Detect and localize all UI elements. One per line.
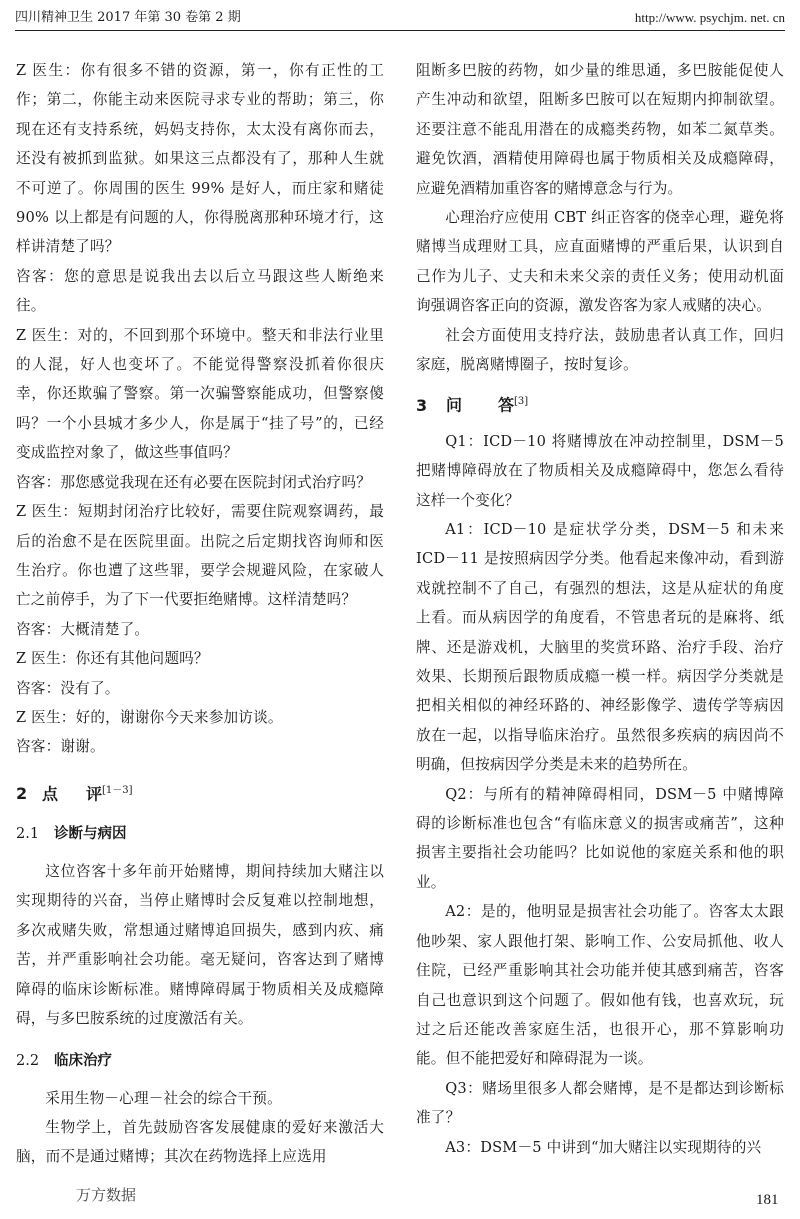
dialogue-text: 大概清楚了。	[60, 620, 150, 638]
citation: [3]	[514, 396, 529, 408]
section-heading-qa: 3 问 答[3]	[416, 395, 529, 415]
citation: [1－3]	[102, 784, 133, 796]
subsection-heading-diagnosis: 2.1 诊断与病因	[16, 826, 127, 843]
dialogue-line	[16, 644, 384, 673]
speaker-label: Z 医生：	[16, 62, 81, 79]
answer-3: A3：DSM－5 中讲到“加大赌注以实现期待的兴	[445, 1138, 762, 1156]
answer-1: A1：ICD－10 是症状学分类，DSM－5 和未来 ICD－11 是按照病因学分类。他看起来像冲动，看到游戏就控制不了自己，有强烈的想法，这是从症状的角度上看。而从病因学的角度看，不管患者玩的是麻将、纸牌、还是游戏机，大脑里的奖赏环路、治疗手段、治疗效果、长期预后跟物质成瘾一模一样。病因学分类就是把相关相似的神经环路的、神经影像学、遗传学等病因放在一起，以指导临床治疗。虽然很多疾病的病因尚不明确，但按病因学分类是未来的趋势所在。	[416, 521, 784, 774]
dialogue-text: 那您感觉我现在还有必要在医院封闭式治疗吗？	[60, 473, 372, 491]
dialogue-line	[16, 497, 384, 615]
dialogue-text: 你还有其他问题吗？	[75, 650, 209, 668]
dialogue-text: 谢谢。	[60, 738, 105, 756]
watermark-text: 万方数据	[76, 1186, 137, 1204]
header-rule	[15, 30, 785, 31]
question-2: Q2：与所有的精神障碍相同，DSM－5 中赌博障碍的诊断标准也包含“有临床意义的损害或痛苦”，这种损害主要指社会功能吗？比如说他的家庭关系和他的职业。	[416, 785, 784, 891]
dialogue-line	[16, 262, 384, 321]
paragraph-treatment-continued: 阻断多巴胺的药物，如少量的维思通，多巴胺能促使人产生冲动和欲望，阻断多巴胺可以在短期内抑制欲望。还要注意不能乱用潜在的成瘾类药物，如苯二氮草类。避免饮酒，酒精使用障碍也属于物质相关及成瘾障碍，应避免酒精加重咨客的赌博意念与行为。	[416, 62, 784, 197]
speaker-label: 咨客：	[16, 267, 65, 285]
answer-2: A2：是的，他明显是损害社会功能了。咨客太太跟他吵架、家人跟他打架、影响工作、公安局抓他、收人住院，已经严重影响其社会功能并使其感到痛苦，咨客自己也意识到这个问题了。假如他有钱，也喜欢玩，玩过之后还能改善家庭生活，也很开心，那不算影响功能。但不能把爱好和障碍混为一谈。	[416, 903, 784, 1068]
section-heading-commentary: 2 点 评[1－3]	[16, 784, 133, 804]
dialogue-text: 好的，谢谢你今天来参加访谈。	[75, 708, 283, 726]
paragraph-psychotherapy: 心理治疗应使用 CBT 纠正咨客的侥幸心理，避免将赌博当成理财工具，应直面赌博的严重后果，认识到自己作为儿子、丈夫和未来父亲的责任义务；使用动机面询强调咨客正向的资源，激发咨客为家人戒赌的决心。	[416, 209, 784, 315]
speaker-label: Z 医生：	[16, 503, 78, 521]
paragraph-treatment-intro: 采用生物－心理－社会的综合干预。	[45, 1089, 282, 1107]
speaker-label: 咨客：	[16, 473, 61, 491]
speaker-label: Z 医生：	[16, 650, 76, 668]
dialogue-text: 短期封闭治疗比较好，需要住院观察调药，最后的治愈不是在医院里面。出院之后定期找咨询师和医生治疗。你也遭了这些罪，要学会规避风险，在家破人亡之前停手，为了下一代要拒绝赌博。这样清楚吗？	[16, 503, 384, 609]
journal-url: http://www. psychjm. net. cn	[634, 10, 785, 25]
paragraph-social: 社会方面使用支持疗法，鼓励患者认真工作，回归家庭，脱离赌博圈子，按时复诊。	[416, 326, 784, 374]
left-column	[16, 56, 384, 1172]
dialogue-text: 您的意思是说我出去以后立马跟这些人断绝来往。	[16, 267, 384, 315]
question-3: Q3：赌场里很多人都会赌博，是不是都达到诊断标准了？	[416, 1079, 784, 1127]
dialogue-line	[16, 468, 384, 497]
page-number: 181	[756, 1192, 779, 1208]
dialogue-line	[16, 615, 384, 644]
subsection-heading-treatment: 2.2 临床治疗	[16, 1052, 112, 1069]
speaker-label: 咨客：	[16, 679, 61, 697]
paragraph-diagnosis: 这位咨客十多年前开始赌博，期间持续加大赌注以实现期待的兴奋，当停止赌博时会反复难以控制地想，多次戒赌失败，常想通过赌博追回损失，感到内疚、痛苦，并严重影响社会功能。毫无疑问，咨客达到了赌博障碍的临床诊断标准。赌博障碍属于物质相关及成瘾障碍，与多巴胺系统的过度激活有关。	[16, 863, 384, 1028]
right-column	[416, 56, 784, 1162]
dialogue-block	[16, 56, 384, 762]
dialogue-line	[16, 674, 384, 703]
speaker-label: 咨客：	[16, 620, 61, 638]
dialogue-line	[16, 56, 384, 262]
journal-title: 四川精神卫生 2017 年第 30 卷第 2 期	[15, 10, 241, 25]
running-header	[15, 8, 785, 28]
dialogue-line	[16, 321, 384, 468]
dialogue-line	[16, 732, 384, 761]
dialogue-line	[16, 703, 384, 732]
dialogue-text: 对的，不回到那个环境中。整天和非法行业里的人混，好人也变坏了。不能觉得警察没抓着你很庆幸，你还欺骗了警察。第一次骗警察能成功，但警察傻吗？一个小县城才多少人，你是属于“挂了号”的，已经变成监控对象了，做这些事值吗？	[16, 326, 384, 462]
dialogue-text: 没有了。	[60, 679, 120, 697]
paragraph-treatment-bio: 生物学上，首先鼓励咨客发展健康的爱好来激活大脑，而不是通过赌博；其次在药物选择上应选用	[16, 1118, 384, 1166]
speaker-label: Z 医生：	[16, 326, 78, 344]
speaker-label: 咨客：	[16, 738, 61, 756]
question-1: Q1：ICD－10 将赌博放在冲动控制里，DSM－5 把赌博障碍放在了物质相关及成瘾障碍中，您怎么看待这样一个变化？	[416, 432, 784, 509]
dialogue-text: 你有很多不错的资源，第一，你有正性的工作；第二，你能主动来医院寻求专业的帮助；第三，你现在还有支持系统，妈妈支持你，太太没有离你而去，还没有被抓到监狱。如果这三点都没有了，那种人生就不可逆了。你周围的医生 99% 是好人，而庄家和赌徒 90% 以上都是有问题的人，你得脱离那种环境才行，这样讲清楚了吗？	[16, 62, 385, 256]
speaker-label: Z 医生：	[16, 708, 76, 726]
